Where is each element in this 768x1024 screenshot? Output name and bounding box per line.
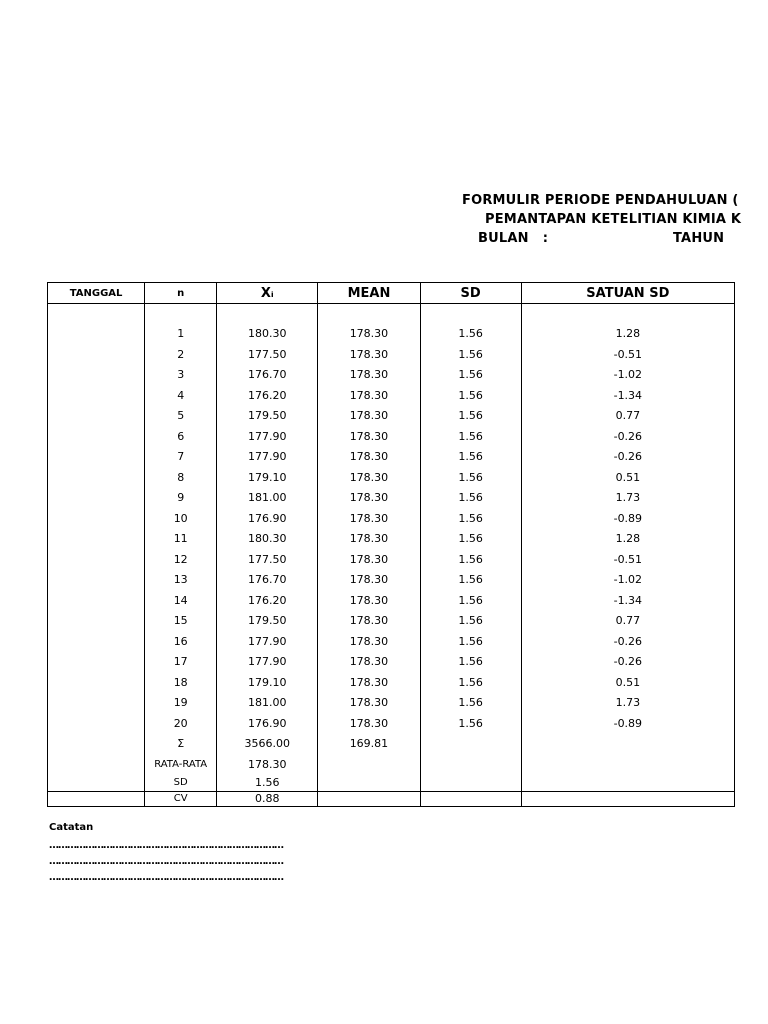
table-header-row (48, 283, 735, 304)
sd-cell: 1.56 (420, 427, 521, 448)
n-cell: 13 (145, 570, 217, 591)
sd-cell: 1.56 (420, 447, 521, 468)
mean-cell: 178.30 (318, 591, 420, 612)
xi-cell: 176.70 (217, 570, 318, 591)
satuan-sd-cell: -0.26 (521, 447, 734, 468)
mean-cell: 178.30 (318, 714, 420, 735)
table-row (48, 324, 735, 345)
xi-cell: 179.10 (217, 468, 318, 489)
sd-row (48, 774, 735, 792)
sum-mean: 169.81 (318, 734, 420, 755)
col-header-tanggal: TANGGAL (48, 283, 145, 304)
rata-rata-value: 178.30 (217, 755, 318, 774)
satuan-sd-cell: 0.77 (521, 406, 734, 427)
notes-line: …………………………………………………………………… (49, 872, 283, 883)
n-cell: 4 (145, 386, 217, 407)
satuan-sd-cell: -0.26 (521, 632, 734, 653)
tanggal-cell (48, 550, 145, 571)
xi-cell: 181.00 (217, 488, 318, 509)
xi-cell: 177.90 (217, 427, 318, 448)
satuan-sd-cell: -1.02 (521, 365, 734, 386)
sd-cell: 1.56 (420, 673, 521, 694)
bulan-label: BULAN (478, 231, 529, 246)
satuan-sd-cell: -1.34 (521, 386, 734, 407)
col-header-mean: MEAN (318, 283, 420, 304)
table-cell (521, 774, 734, 792)
sd-cell: 1.56 (420, 591, 521, 612)
n-cell: 5 (145, 406, 217, 427)
mean-cell: 178.30 (318, 509, 420, 530)
xi-cell: 177.90 (217, 652, 318, 673)
xi-cell: 177.50 (217, 550, 318, 571)
table-cell (145, 304, 217, 325)
n-cell: 20 (145, 714, 217, 735)
col-header-xi: Xᵢ (217, 283, 318, 304)
tanggal-cell (48, 632, 145, 653)
mean-cell: 178.30 (318, 673, 420, 694)
table-cell (420, 734, 521, 755)
xi-cell: 180.30 (217, 529, 318, 550)
table-cell (420, 791, 521, 806)
cv-row (48, 791, 735, 806)
satuan-sd-cell: 1.73 (521, 488, 734, 509)
table-row (48, 714, 735, 735)
n-cell: 19 (145, 693, 217, 714)
notes-section (49, 822, 283, 886)
sd-cell: 1.56 (420, 468, 521, 489)
table-cell (318, 774, 420, 792)
table-row (48, 570, 735, 591)
table-cell (420, 774, 521, 792)
tanggal-cell (48, 611, 145, 632)
table-row (48, 488, 735, 509)
table-row (48, 427, 735, 448)
mean-cell: 178.30 (318, 345, 420, 366)
tanggal-cell (48, 652, 145, 673)
notes-line: …………………………………………………………………… (49, 856, 283, 867)
cv-label: CV (145, 791, 217, 806)
summary-section (48, 734, 735, 806)
tanggal-cell (48, 714, 145, 735)
mean-cell: 178.30 (318, 447, 420, 468)
xi-cell: 179.50 (217, 406, 318, 427)
table-cell (420, 755, 521, 774)
table-row (48, 693, 735, 714)
satuan-sd-cell: -0.51 (521, 345, 734, 366)
sd-cell: 1.56 (420, 488, 521, 509)
table-body (48, 304, 735, 735)
xi-cell: 176.20 (217, 386, 318, 407)
mean-cell: 178.30 (318, 406, 420, 427)
tahun-label: TAHUN (673, 231, 725, 246)
cv-value: 0.88 (217, 791, 318, 806)
table-row (48, 345, 735, 366)
table-cell (48, 774, 145, 792)
mean-cell: 178.30 (318, 550, 420, 571)
table-row (48, 447, 735, 468)
tanggal-cell (48, 509, 145, 530)
n-cell: 9 (145, 488, 217, 509)
xi-cell: 180.30 (217, 324, 318, 345)
satuan-sd-cell: -1.34 (521, 591, 734, 612)
n-cell: 18 (145, 673, 217, 694)
table-cell (48, 734, 145, 755)
col-header-n: n (145, 283, 217, 304)
sum-xi: 3566.00 (217, 734, 318, 755)
mean-cell: 178.30 (318, 693, 420, 714)
table-row (48, 365, 735, 386)
notes-label: Catatan (49, 822, 94, 833)
sd-cell: 1.56 (420, 714, 521, 735)
mean-cell: 178.30 (318, 365, 420, 386)
sd-cell: 1.56 (420, 693, 521, 714)
tanggal-cell (48, 488, 145, 509)
tanggal-cell (48, 693, 145, 714)
mean-cell: 178.30 (318, 427, 420, 448)
table-row (48, 468, 735, 489)
bulan-colon: : (542, 231, 549, 246)
n-cell: 15 (145, 611, 217, 632)
n-cell: 16 (145, 632, 217, 653)
tanggal-cell (48, 365, 145, 386)
table-cell (521, 734, 734, 755)
sd-cell: 1.56 (420, 529, 521, 550)
rata-rata-label: RATA-RATA (145, 755, 217, 774)
table-row (48, 509, 735, 530)
table-row (48, 406, 735, 427)
rata-rata-row (48, 755, 735, 774)
sd-cell: 1.56 (420, 652, 521, 673)
table-cell (420, 304, 521, 325)
satuan-sd-cell: 1.28 (521, 529, 734, 550)
tanggal-cell (48, 673, 145, 694)
sd-cell: 1.56 (420, 550, 521, 571)
table-row (48, 632, 735, 653)
n-cell: 1 (145, 324, 217, 345)
n-cell: 11 (145, 529, 217, 550)
sum-row (48, 734, 735, 755)
xi-cell: 179.10 (217, 673, 318, 694)
xi-cell: 177.50 (217, 345, 318, 366)
xi-cell: 176.90 (217, 509, 318, 530)
tanggal-cell (48, 570, 145, 591)
tanggal-cell (48, 345, 145, 366)
notes-line: …………………………………………………………………… (49, 840, 283, 851)
table-cell (48, 791, 145, 806)
table-row (48, 550, 735, 571)
mean-cell: 178.30 (318, 611, 420, 632)
satuan-sd-cell: 0.51 (521, 673, 734, 694)
sd-cell: 1.56 (420, 570, 521, 591)
col-header-satuan-sd: SATUAN SD (521, 283, 734, 304)
sd-cell: 1.56 (420, 386, 521, 407)
satuan-sd-cell: 0.51 (521, 468, 734, 489)
xi-cell: 176.70 (217, 365, 318, 386)
sd-cell: 1.56 (420, 345, 521, 366)
n-cell: 2 (145, 345, 217, 366)
tanggal-cell (48, 427, 145, 448)
spacer-row (48, 304, 735, 325)
satuan-sd-cell: -0.51 (521, 550, 734, 571)
tanggal-cell (48, 468, 145, 489)
table-cell (48, 304, 145, 325)
sum-label: Σ (145, 734, 217, 755)
sd-cell: 1.56 (420, 611, 521, 632)
mean-cell: 178.30 (318, 652, 420, 673)
table-row (48, 529, 735, 550)
mean-cell: 178.30 (318, 529, 420, 550)
xi-cell: 177.90 (217, 632, 318, 653)
table-row (48, 611, 735, 632)
sd-cell: 1.56 (420, 365, 521, 386)
n-cell: 14 (145, 591, 217, 612)
table-cell (318, 755, 420, 774)
sd-cell: 1.56 (420, 509, 521, 530)
satuan-sd-cell: 0.77 (521, 611, 734, 632)
table-row (48, 652, 735, 673)
tanggal-cell (48, 406, 145, 427)
n-cell: 12 (145, 550, 217, 571)
table-cell (521, 304, 734, 325)
tanggal-cell (48, 324, 145, 345)
n-cell: 10 (145, 509, 217, 530)
table-row (48, 673, 735, 694)
mean-cell: 178.30 (318, 324, 420, 345)
satuan-sd-cell: -0.89 (521, 509, 734, 530)
xi-cell: 179.50 (217, 611, 318, 632)
table-cell (217, 304, 318, 325)
table-row (48, 591, 735, 612)
satuan-sd-cell: -0.89 (521, 714, 734, 735)
mean-cell: 178.30 (318, 488, 420, 509)
sd-cell: 1.56 (420, 324, 521, 345)
tanggal-cell (48, 529, 145, 550)
sd-label: SD (145, 774, 217, 792)
tanggal-cell (48, 591, 145, 612)
tanggal-cell (48, 386, 145, 407)
table-cell (48, 755, 145, 774)
qc-table (47, 282, 735, 807)
mean-cell: 178.30 (318, 570, 420, 591)
xi-cell: 177.90 (217, 447, 318, 468)
mean-cell: 178.30 (318, 632, 420, 653)
satuan-sd-cell: 1.73 (521, 693, 734, 714)
mean-cell: 178.30 (318, 386, 420, 407)
n-cell: 6 (145, 427, 217, 448)
tanggal-cell (48, 447, 145, 468)
table-cell (318, 791, 420, 806)
n-cell: 17 (145, 652, 217, 673)
satuan-sd-cell: 1.28 (521, 324, 734, 345)
n-cell: 8 (145, 468, 217, 489)
form-title-line1: FORMULIR PERIODE PENDAHULUAN ( (462, 193, 739, 208)
form-title-line2: PEMANTAPAN KETELITIAN KIMIA K (485, 212, 742, 227)
satuan-sd-cell: -1.02 (521, 570, 734, 591)
sd-cell: 1.56 (420, 406, 521, 427)
bulan-field (478, 231, 548, 246)
xi-cell: 181.00 (217, 693, 318, 714)
table-cell (318, 304, 420, 325)
sd-cell: 1.56 (420, 632, 521, 653)
sd-value: 1.56 (217, 774, 318, 792)
table-row (48, 386, 735, 407)
n-cell: 3 (145, 365, 217, 386)
n-cell: 7 (145, 447, 217, 468)
satuan-sd-cell: -0.26 (521, 427, 734, 448)
xi-cell: 176.20 (217, 591, 318, 612)
satuan-sd-cell: -0.26 (521, 652, 734, 673)
table-cell (521, 791, 734, 806)
table-cell (521, 755, 734, 774)
col-header-sd: SD (420, 283, 521, 304)
mean-cell: 178.30 (318, 468, 420, 489)
xi-cell: 176.90 (217, 714, 318, 735)
